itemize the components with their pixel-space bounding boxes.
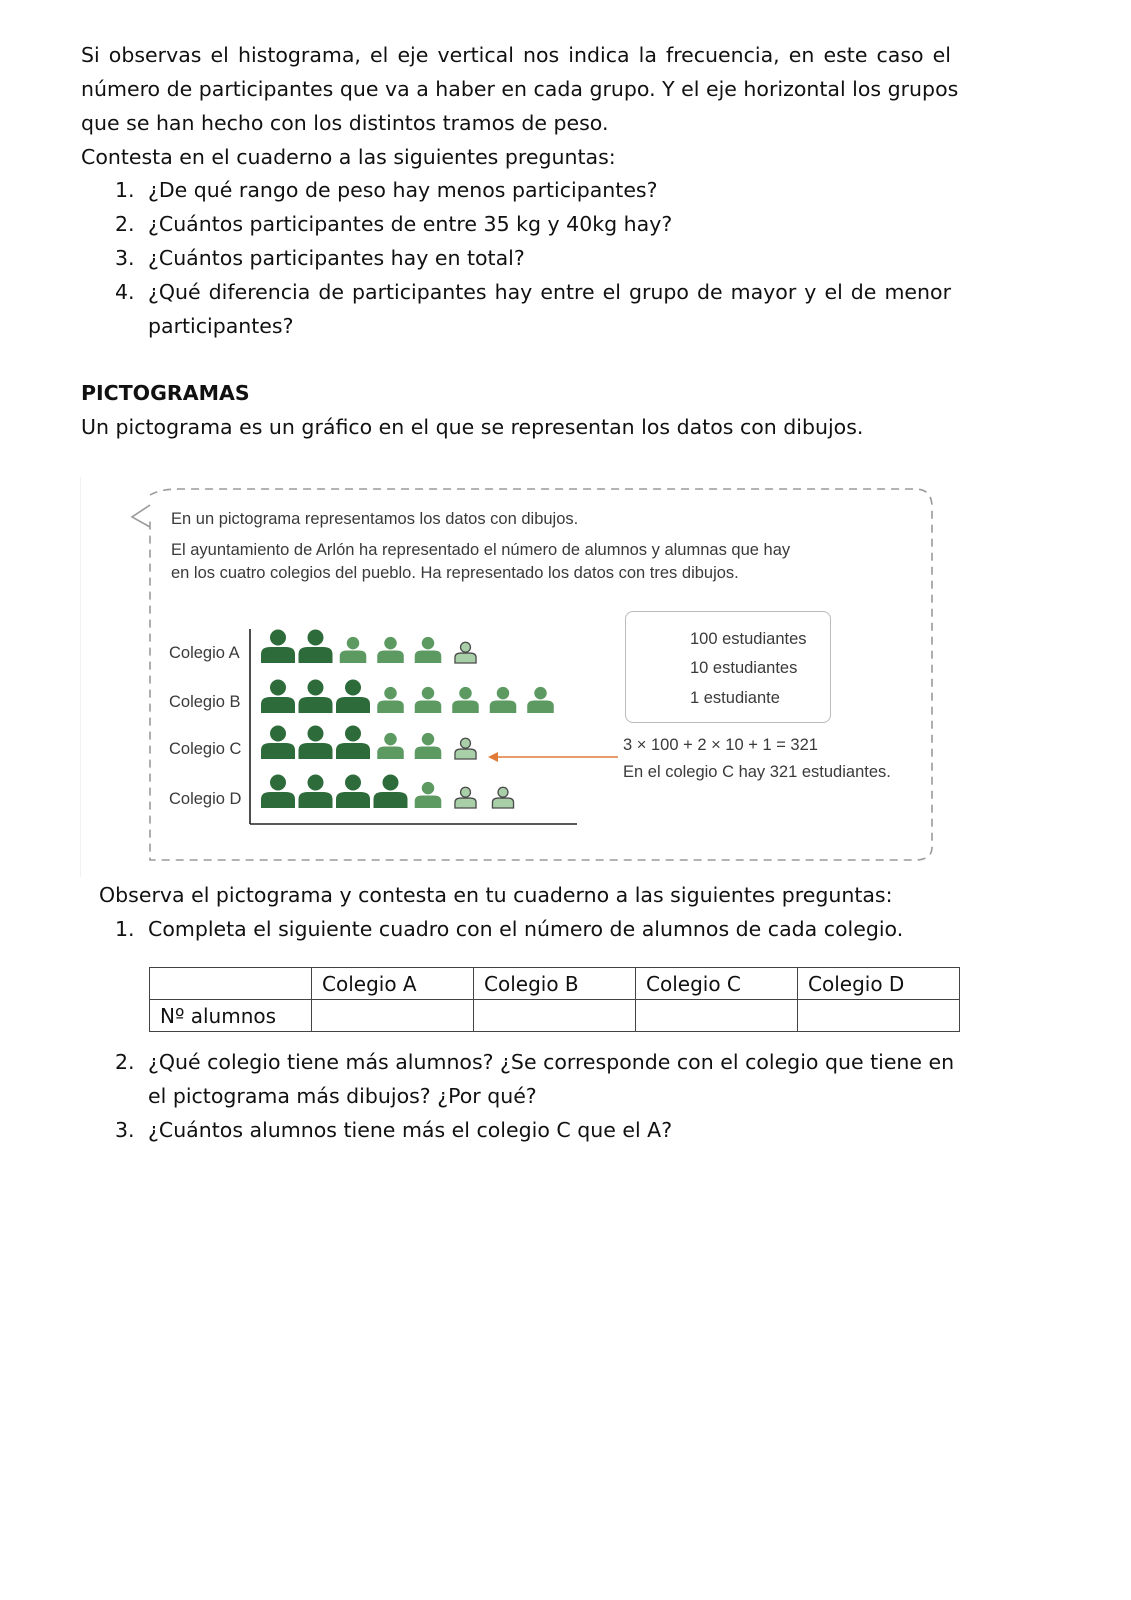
intro-line-1: Si observas el histograma, el eje vertical nos indica la frecuencia, en este caso el — [81, 43, 951, 67]
large-person-icon — [299, 775, 333, 809]
large-person-icon — [299, 680, 333, 714]
large-person-icon — [336, 680, 370, 714]
large-person-icon — [261, 726, 295, 760]
border-tab — [132, 505, 150, 527]
question-number: 4. — [115, 280, 135, 304]
small-person-icon — [492, 787, 513, 808]
large-person-icon — [336, 726, 370, 760]
legend-label-10: 10 estudiantes — [690, 659, 798, 677]
medium-person-icon — [340, 637, 367, 663]
exercise-question-3: ¿Cuántos alumnos tiene más el colegio C que el A? — [148, 1118, 673, 1142]
question-number: 1. — [115, 917, 135, 941]
histogram-question-4: ¿Qué diferencia de participantes hay entre el grupo de mayor y el de menor — [148, 280, 951, 304]
exercise-question-1: Completa el siguiente cuadro con el número de alumnos de cada colegio. — [148, 917, 904, 941]
medium-person-icon — [377, 637, 404, 663]
question-number: 3. — [115, 1118, 135, 1142]
answer-cell-colegio-b[interactable] — [474, 1000, 636, 1032]
table-header-colegio-a: Colegio A — [312, 968, 474, 1000]
intro-line-2: número de participantes que va a haber en cada grupo. Y el eje horizontal los grupos — [81, 77, 959, 101]
row-label-colegio-a: Colegio A — [169, 644, 240, 662]
table-header-colegio-b: Colegio B — [474, 968, 636, 1000]
small-person-icon — [455, 642, 476, 663]
medium-person-icon — [415, 733, 442, 759]
histogram-question-4-cont: participantes? — [148, 314, 294, 338]
large-person-icon — [336, 775, 370, 809]
row-label-colegio-c: Colegio C — [169, 740, 242, 758]
large-person-icon — [261, 775, 295, 809]
large-person-icon — [261, 630, 295, 664]
answer-cell-colegio-d[interactable] — [798, 1000, 960, 1032]
intro-instruction: Contesta en el cuaderno a las siguientes preguntas: — [81, 145, 616, 169]
medium-person-icon — [377, 733, 404, 759]
row-label-colegio-b: Colegio B — [169, 693, 241, 711]
exercise-instruction: Observa el pictograma y contesta en tu cuaderno a las siguientes preguntas: — [99, 883, 893, 907]
table-header-colegio-c: Colegio C — [636, 968, 798, 1000]
table-header-colegio-d: Colegio D — [798, 968, 960, 1000]
table-corner-cell — [150, 968, 312, 1000]
small-person-icon — [455, 738, 476, 759]
arrow-head — [488, 752, 498, 762]
histogram-question-3: ¿Cuántos participantes hay en total? — [148, 246, 525, 270]
figure-intro-1: En un pictograma representamos los datos con dibujos. — [171, 510, 579, 528]
table-row — [150, 1000, 960, 1032]
figure-intro-2: El ayuntamiento de Arlón ha representado el número de alumnos y alumnas que hay — [171, 541, 791, 559]
question-number: 1. — [115, 178, 135, 202]
answer-cell-colegio-a[interactable] — [312, 1000, 474, 1032]
answers-table — [149, 967, 960, 1032]
medium-person-icon — [415, 687, 442, 713]
pictogram-definition: Un pictograma es un gráfico en el que se representan los datos con dibujos. — [81, 415, 864, 439]
histogram-question-2: ¿Cuántos participantes de entre 35 kg y 40kg hay? — [148, 212, 673, 236]
medium-person-icon — [415, 637, 442, 663]
large-person-icon — [299, 726, 333, 760]
question-number: 2. — [115, 1050, 135, 1074]
formula: 3 × 100 + 2 × 10 + 1 = 321 — [623, 736, 818, 754]
section-heading: PICTOGRAMAS — [81, 381, 250, 405]
large-person-icon — [299, 630, 333, 664]
question-number: 3. — [115, 246, 135, 270]
histogram-question-1: ¿De qué rango de peso hay menos participantes? — [148, 178, 658, 202]
medium-person-icon — [415, 782, 442, 808]
legend-label-100: 100 estudiantes — [690, 630, 807, 648]
large-person-icon — [374, 775, 408, 809]
intro-line-3: que se han hecho con los distintos tramos de peso. — [81, 111, 609, 135]
table-header-row — [150, 968, 960, 1000]
medium-person-icon — [452, 687, 479, 713]
medium-person-icon — [490, 687, 517, 713]
medium-person-icon — [377, 687, 404, 713]
medium-person-icon — [527, 687, 554, 713]
pictogram-icons — [261, 630, 554, 809]
figure-intro-3: en los cuatro colegios del pueblo. Ha representado los datos con tres dibujos. — [171, 564, 739, 582]
row-label-colegio-d: Colegio D — [169, 790, 242, 808]
table-row-label: Nº alumnos — [150, 1000, 312, 1032]
exercise-question-2: ¿Qué colegio tiene más alumnos? ¿Se corresponde con el colegio que tiene en — [148, 1050, 955, 1074]
answer-cell-colegio-c[interactable] — [636, 1000, 798, 1032]
pictogram-figure — [80, 477, 960, 877]
formula-note: En el colegio C hay 321 estudiantes. — [623, 763, 891, 781]
question-number: 2. — [115, 212, 135, 236]
large-person-icon — [261, 680, 295, 714]
small-person-icon — [455, 787, 476, 808]
exercise-question-2-cont: el pictograma más dibujos? ¿Por qué? — [148, 1084, 537, 1108]
legend-label-1: 1 estudiante — [690, 689, 780, 707]
